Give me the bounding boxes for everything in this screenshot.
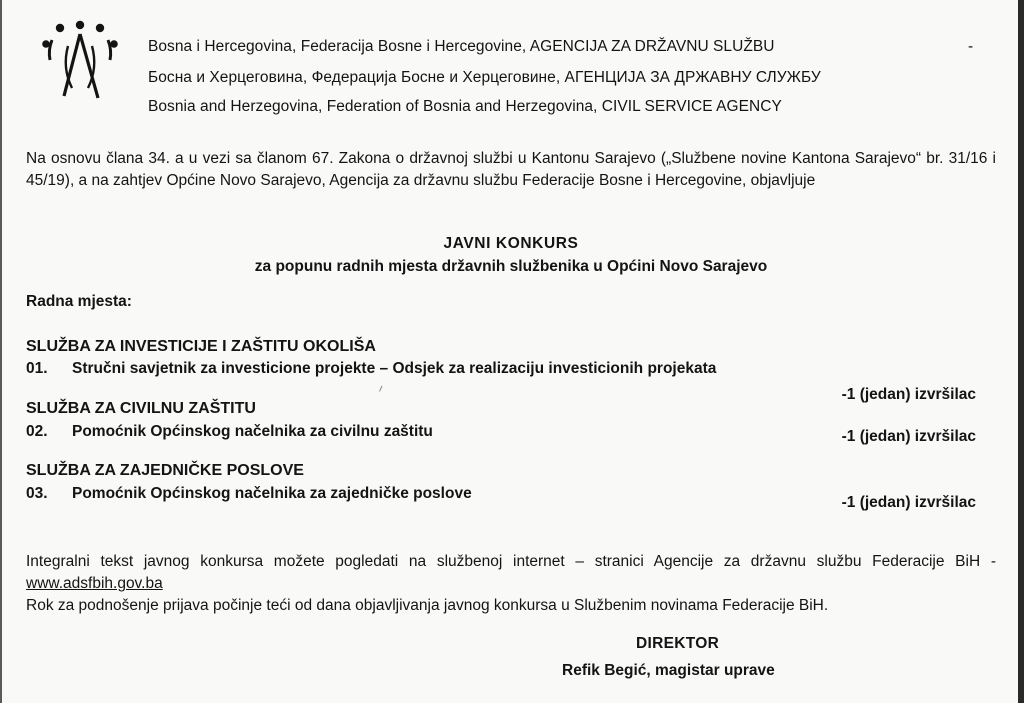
section-heading-investments: SLUŽBA ZA INVESTICIJE I ZAŠTITU OKOLIŠA	[26, 338, 376, 355]
position-number: 01.	[26, 360, 48, 377]
section-heading-common-affairs: SLUŽBA ZA ZAJEDNIČKE POSLOVE	[26, 462, 304, 479]
position-row-02	[26, 423, 433, 441]
position-executors-02: -1 (jedan) izvršilac	[841, 428, 976, 445]
header-dash-mark: -	[968, 38, 974, 55]
section-heading-civil-protection: SLUŽBA ZA CIVILNU ZAŠTITU	[26, 400, 256, 417]
footer-paragraph-deadline: Rok za podnošenje prijava počinje teći od dana objavljivanja javnog konkursa u Službenim novinama Federacije BiH.	[26, 597, 829, 614]
signature-role: DIREKTOR	[636, 635, 720, 652]
position-title: Pomoćnik Općinskog načelnika za zajedničke poslove	[72, 485, 472, 502]
notice-title: JAVNI KONKURS	[443, 235, 579, 252]
footer-paragraph-website	[26, 551, 996, 595]
header-bosnian-text: Bosna i Hercegovina, Federacija Bosne i Hercegovine, AGENCIJA ZA DRŽAVNU SLUŽBU	[148, 38, 775, 55]
intro-paragraph: Na osnovu člana 34. a u vezi sa članom 67. Zakona o državnoj službi u Kantonu Sarajevo („Službene novine Kantona Sarajevo“ br. 31/16 i 45/19), a na zahtjev Općine Novo Sarajevo, Agencija za državnu službu Federacije Bosne i Hercegovine, objavljuje	[26, 150, 996, 189]
position-row-03	[26, 485, 472, 503]
header-line-cyrillic: Босна и Херцеговина, Федерација Босне и Херцеговине, АГЕНЦИЈА ЗА ДРЖАВНУ СЛУЖБУ	[148, 69, 821, 86]
position-row-01	[26, 360, 716, 378]
position-executors-01: -1 (jedan) izvršilac	[841, 386, 976, 403]
agency-logo-icon	[38, 18, 122, 110]
position-title: Stručni savjetnik za investicione projekte – Odsjek za realizaciju investicionih projekata	[72, 360, 717, 377]
website-link[interactable]: www.adsfbih.gov.ba	[26, 575, 163, 592]
position-executors-03: -1 (jedan) izvršilac	[841, 494, 976, 511]
signature-name: Refik Begić, magistar uprave	[562, 662, 775, 679]
positions-label: Radna mjesta:	[26, 293, 132, 310]
position-title: Pomoćnik Općinskog načelnika za civilnu zaštitu	[72, 423, 433, 440]
notice-subtitle: za popunu radnih mjesta državnih službenika u Općini Novo Sarajevo	[254, 258, 768, 275]
scan-edge-left	[0, 0, 2, 703]
scan-mark	[379, 386, 388, 394]
footer-text	[26, 551, 996, 617]
position-number: 02.	[26, 423, 48, 440]
footer-website-text: Integralni tekst javnog konkursa možete pogledati na službenoj internet – stranici Agencije za državnu službu Federacije BiH -	[26, 553, 996, 570]
header-line-bosnian	[148, 38, 974, 56]
scan-edge-right	[1018, 0, 1024, 703]
header-line-english: Bosnia and Herzegovina, Federation of Bosnia and Herzegovina, CIVIL SERVICE AGENCY	[148, 98, 782, 115]
position-number: 03.	[26, 485, 48, 502]
